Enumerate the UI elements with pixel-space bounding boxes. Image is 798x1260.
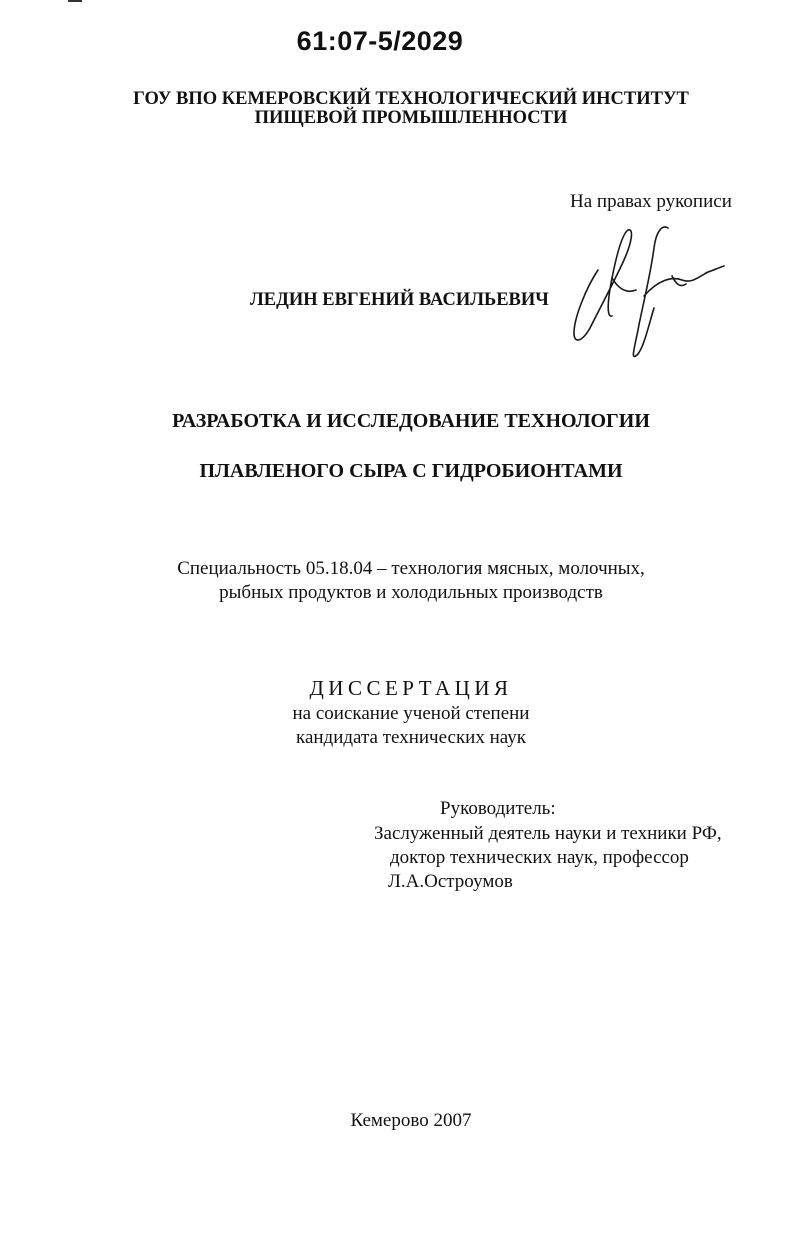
author-name: ЛЕДИН ЕВГЕНИЙ ВАСИЛЬЕВИЧ: [250, 290, 549, 310]
dissertation-title-line2: ПЛАВЛЕНОГО СЫРА С ГИДРОБИОНТАМИ: [199, 460, 623, 482]
specialty-line2: рыбных продуктов и холодильных производств: [219, 582, 603, 603]
rights-note: На правах рукописи: [570, 191, 732, 212]
degree-line1: на соискание ученой степени: [292, 703, 530, 724]
supervisor-label: Руководитель:: [440, 798, 556, 819]
scan-edge-mark: [68, 0, 82, 2]
supervisor-name: Л.А.Остроумов: [388, 871, 513, 892]
archive-number: 61:07-5/2029: [296, 26, 464, 56]
specialty-line1: Специальность 05.18.04 – технология мясных, молочных,: [177, 558, 645, 579]
dissertation-title-line1: РАЗРАБОТКА И ИССЛЕДОВАНИЕ ТЕХНОЛОГИИ: [172, 410, 650, 432]
institute-name-line1: ГОУ ВПО КЕМЕРОВСКИЙ ТЕХНОЛОГИЧЕСКИЙ ИНСТИТУТ: [133, 89, 689, 109]
handwritten-signature: [568, 218, 728, 366]
city-year: Кемерово 2007: [350, 1110, 472, 1131]
document-type: ДИССЕРТАЦИЯ: [309, 676, 513, 700]
institute-name-line2: ПИЩЕВОЙ ПРОМЫШЛЕННОСТИ: [254, 108, 568, 128]
degree-line2: кандидата технических наук: [296, 727, 526, 748]
supervisor-honor: Заслуженный деятель науки и техники РФ,: [374, 823, 722, 844]
supervisor-degree: доктор технических наук, профессор: [390, 847, 689, 868]
